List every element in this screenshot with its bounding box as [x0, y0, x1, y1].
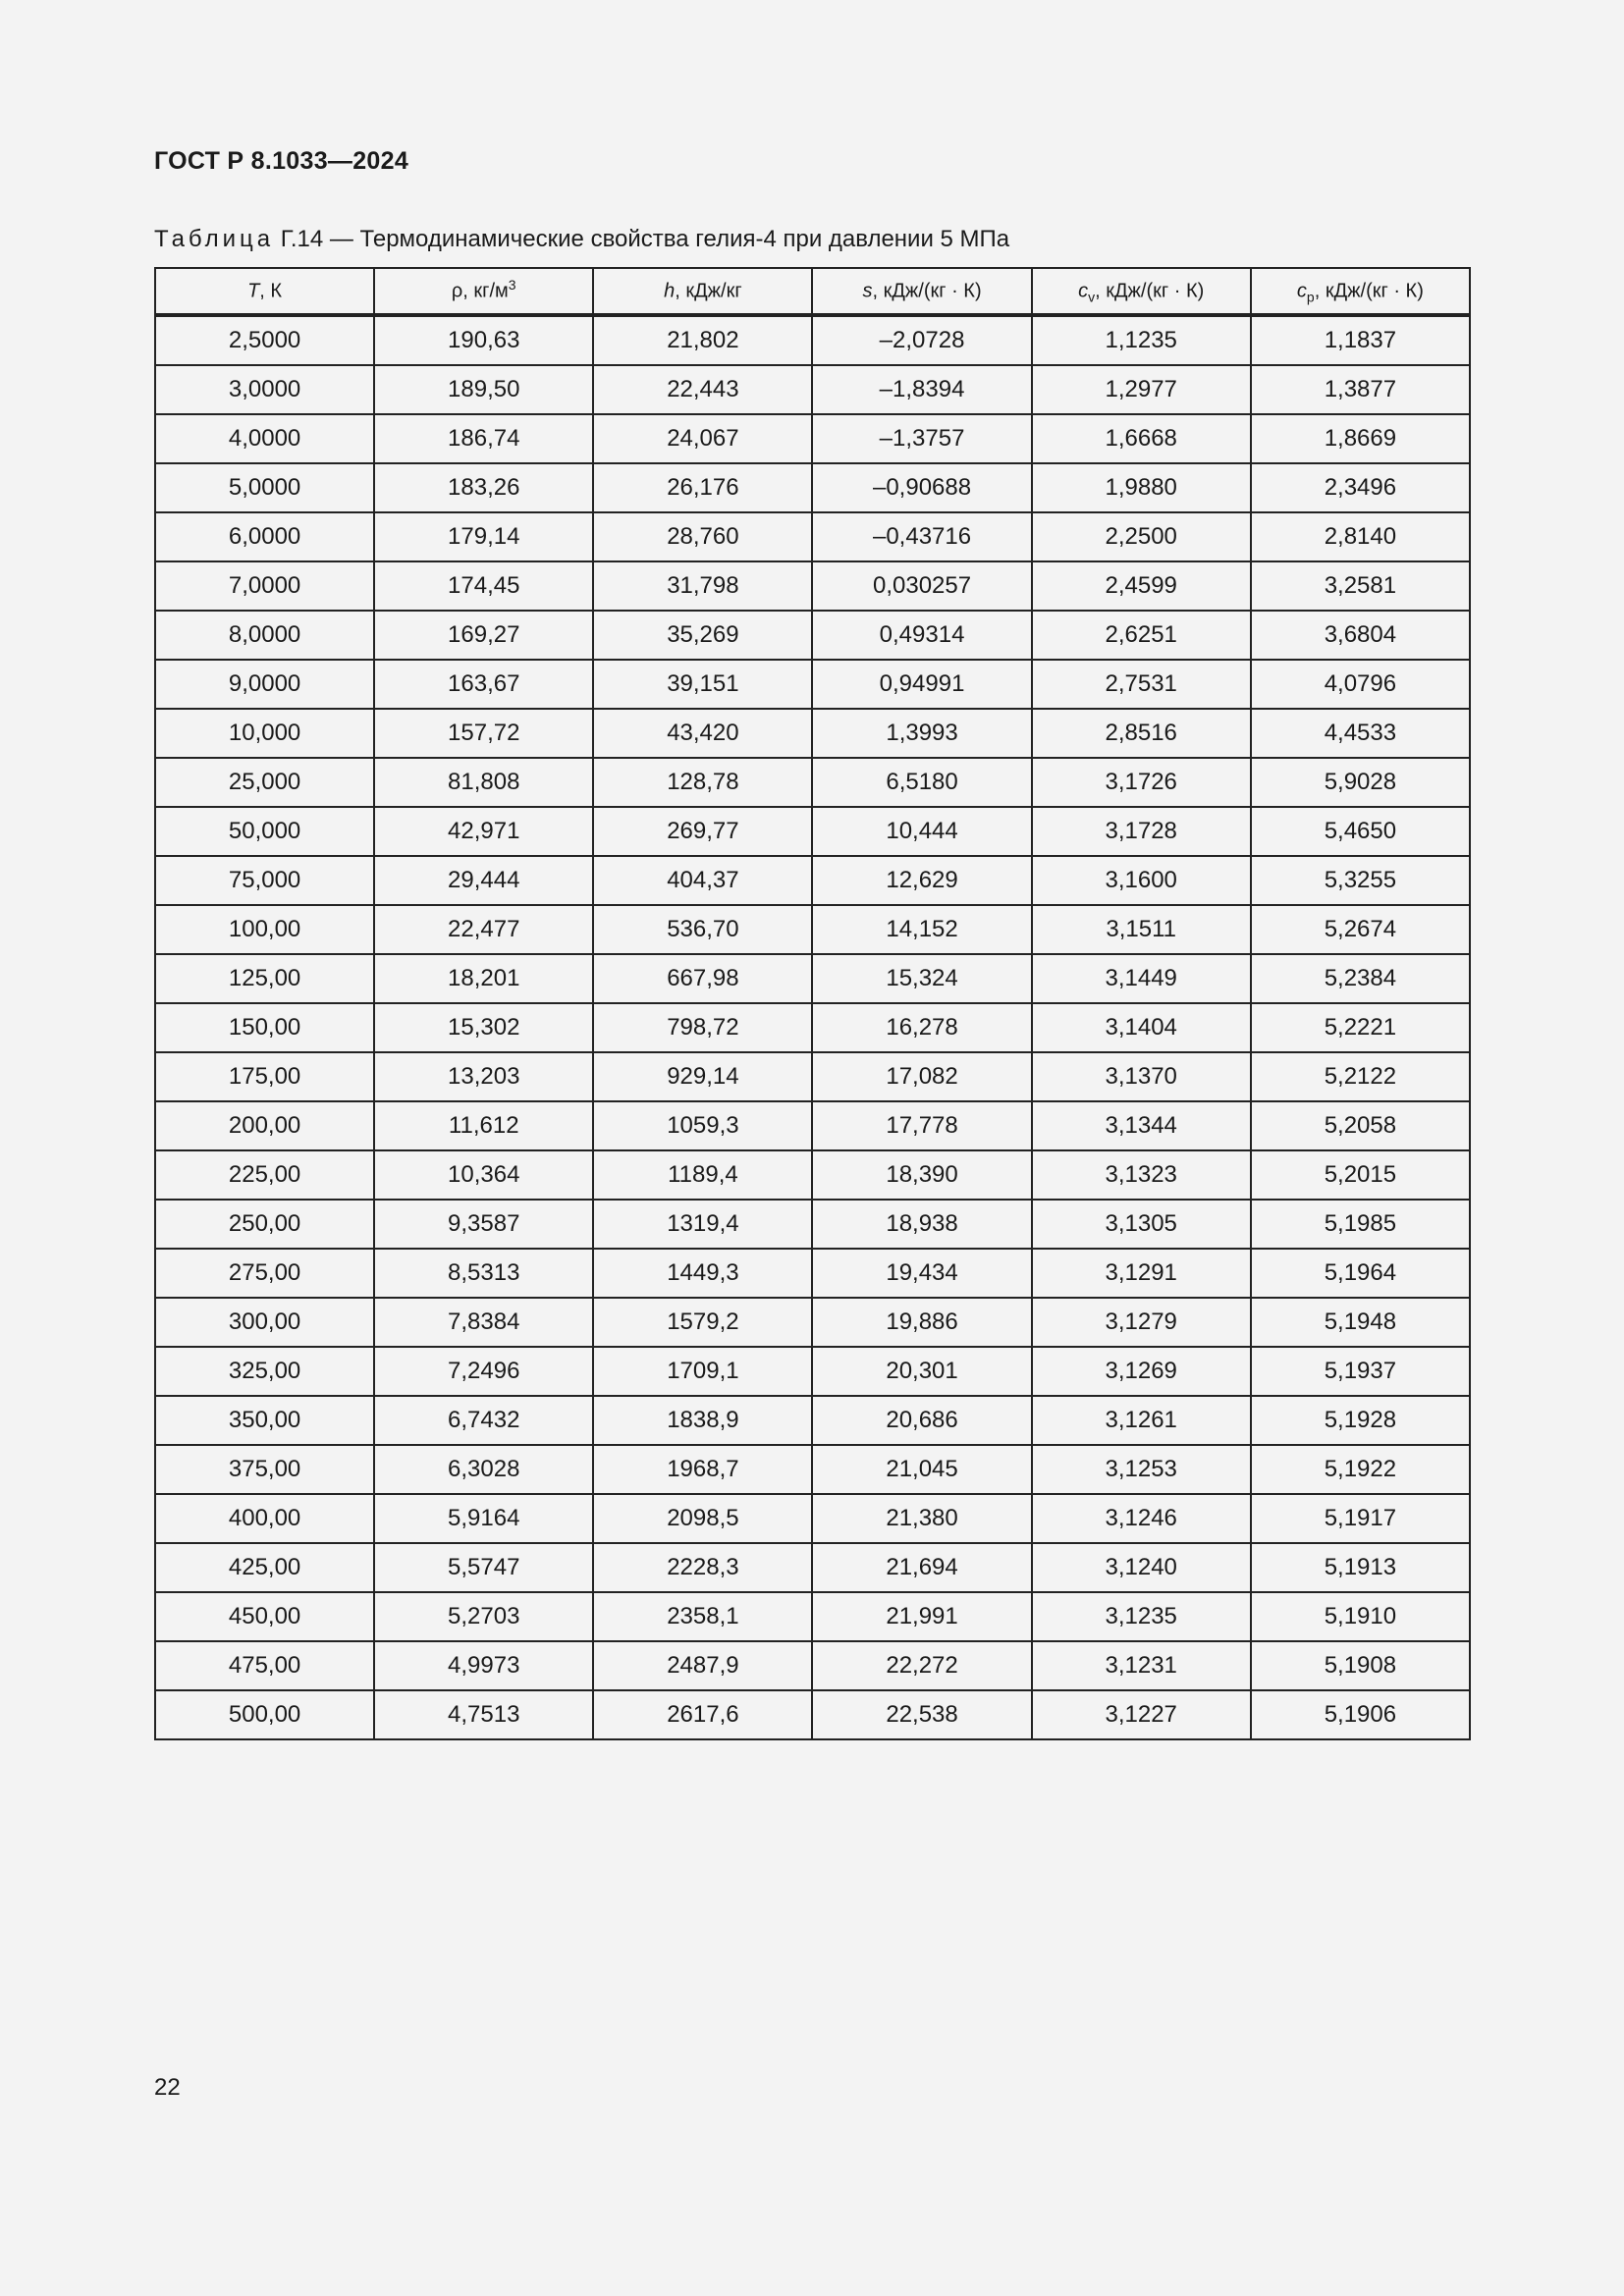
table-cell: –1,3757: [812, 414, 1031, 463]
table-cell: 5,1913: [1251, 1543, 1470, 1592]
table-cell: 0,030257: [812, 561, 1031, 611]
table-cell: 5,1906: [1251, 1690, 1470, 1739]
column-header-unit: ρ, кг/м: [451, 280, 509, 302]
column-header-unit: , К: [259, 280, 283, 302]
table-cell: 3,1404: [1032, 1003, 1251, 1052]
table-row: [155, 1543, 1470, 1592]
table-cell: 186,74: [374, 414, 593, 463]
table-cell: 12,629: [812, 856, 1031, 905]
table-cell: 42,971: [374, 807, 593, 856]
table-cell: 5,2058: [1251, 1101, 1470, 1150]
table-cell: 1059,3: [593, 1101, 812, 1150]
column-header: [812, 268, 1031, 315]
table-cell: 1189,4: [593, 1150, 812, 1200]
column-header-unit: , кДж/(кг · К): [1095, 280, 1205, 302]
table-cell: 798,72: [593, 1003, 812, 1052]
table-cell: 5,1928: [1251, 1396, 1470, 1445]
table-cell: 35,269: [593, 611, 812, 660]
table-cell: 400,00: [155, 1494, 374, 1543]
table-cell: 1,3877: [1251, 365, 1470, 414]
table-row: [155, 1641, 1470, 1690]
table-cell: 5,2674: [1251, 905, 1470, 954]
table-cell: 1,8669: [1251, 414, 1470, 463]
column-header-unit: , кДж/(кг · К): [872, 280, 982, 302]
table-cell: 275,00: [155, 1249, 374, 1298]
table-cell: 21,991: [812, 1592, 1031, 1641]
table-cell: 20,301: [812, 1347, 1031, 1396]
table-cell: 5,1985: [1251, 1200, 1470, 1249]
table-cell: 2617,6: [593, 1690, 812, 1739]
table-row: [155, 905, 1470, 954]
table-cell: 3,1235: [1032, 1592, 1251, 1641]
table-row: [155, 463, 1470, 512]
table-cell: 10,364: [374, 1150, 593, 1200]
table-cell: 50,000: [155, 807, 374, 856]
table-cell: 2098,5: [593, 1494, 812, 1543]
table-cell: 19,886: [812, 1298, 1031, 1347]
table-cell: 1,6668: [1032, 414, 1251, 463]
table-cell: 450,00: [155, 1592, 374, 1641]
table-cell: 17,778: [812, 1101, 1031, 1150]
table-cell: 4,7513: [374, 1690, 593, 1739]
table-cell: 3,6804: [1251, 611, 1470, 660]
table-cell: 19,434: [812, 1249, 1031, 1298]
table-cell: 163,67: [374, 660, 593, 709]
table-cell: 3,1370: [1032, 1052, 1251, 1101]
table-cell: 1449,3: [593, 1249, 812, 1298]
column-header-sub: p: [1306, 289, 1315, 305]
table-row: [155, 1150, 1470, 1200]
table-cell: –1,8394: [812, 365, 1031, 414]
table-cell: 325,00: [155, 1347, 374, 1396]
table-cell: 128,78: [593, 758, 812, 807]
table-cell: 22,538: [812, 1690, 1031, 1739]
column-header-sym: c: [1078, 280, 1089, 302]
table-cell: 25,000: [155, 758, 374, 807]
table-cell: 5,2221: [1251, 1003, 1470, 1052]
table-cell: 4,0000: [155, 414, 374, 463]
table-caption-label: Таблица: [154, 226, 275, 252]
table-cell: 169,27: [374, 611, 593, 660]
table-cell: 22,477: [374, 905, 593, 954]
table-cell: 225,00: [155, 1150, 374, 1200]
table-cell: 14,152: [812, 905, 1031, 954]
table-cell: 2358,1: [593, 1592, 812, 1641]
table-cell: 5,1910: [1251, 1592, 1470, 1641]
table-cell: 190,63: [374, 315, 593, 365]
table-cell: 5,4650: [1251, 807, 1470, 856]
table-cell: –2,0728: [812, 315, 1031, 365]
table-cell: 11,612: [374, 1101, 593, 1150]
table-cell: 20,686: [812, 1396, 1031, 1445]
table-body: [155, 315, 1470, 1739]
table-cell: 3,1261: [1032, 1396, 1251, 1445]
table-cell: 5,2122: [1251, 1052, 1470, 1101]
table-cell: 6,0000: [155, 512, 374, 561]
table-cell: 5,9164: [374, 1494, 593, 1543]
table-cell: 179,14: [374, 512, 593, 561]
table-cell: 16,278: [812, 1003, 1031, 1052]
table-cell: 0,94991: [812, 660, 1031, 709]
table-row: [155, 1003, 1470, 1052]
table-row: [155, 1592, 1470, 1641]
table-cell: 4,4533: [1251, 709, 1470, 758]
column-header: [1251, 268, 1470, 315]
column-header: [155, 268, 374, 315]
table-cell: 300,00: [155, 1298, 374, 1347]
table-cell: 21,694: [812, 1543, 1031, 1592]
table-cell: 15,324: [812, 954, 1031, 1003]
table-cell: 3,1600: [1032, 856, 1251, 905]
table-cell: 3,1449: [1032, 954, 1251, 1003]
table-cell: 39,151: [593, 660, 812, 709]
table-row: [155, 758, 1470, 807]
table-row: [155, 660, 1470, 709]
table-row: [155, 1690, 1470, 1739]
table-cell: 29,444: [374, 856, 593, 905]
thermo-properties-table: [154, 267, 1471, 1740]
table-cell: 425,00: [155, 1543, 374, 1592]
table-cell: 536,70: [593, 905, 812, 954]
table-cell: 2,5000: [155, 315, 374, 365]
page-number: 22: [154, 2074, 181, 2101]
column-header: [593, 268, 812, 315]
table-cell: 3,1323: [1032, 1150, 1251, 1200]
table-cell: 1,1235: [1032, 315, 1251, 365]
table-cell: 3,1269: [1032, 1347, 1251, 1396]
table-cell: 500,00: [155, 1690, 374, 1739]
table-header: [155, 268, 1470, 315]
table-cell: –0,90688: [812, 463, 1031, 512]
table-cell: 5,5747: [374, 1543, 593, 1592]
table-cell: 5,1964: [1251, 1249, 1470, 1298]
table-cell: 5,2703: [374, 1592, 593, 1641]
header-row: [155, 268, 1470, 315]
table-cell: 5,1948: [1251, 1298, 1470, 1347]
table-cell: 157,72: [374, 709, 593, 758]
table-cell: 6,5180: [812, 758, 1031, 807]
table-cell: 150,00: [155, 1003, 374, 1052]
table-cell: 2,3496: [1251, 463, 1470, 512]
table-cell: 189,50: [374, 365, 593, 414]
table-cell: 1579,2: [593, 1298, 812, 1347]
table-cell: 2487,9: [593, 1641, 812, 1690]
table-row: [155, 365, 1470, 414]
table-cell: 43,420: [593, 709, 812, 758]
table-cell: 1709,1: [593, 1347, 812, 1396]
column-header-sup: 3: [508, 277, 516, 294]
table-cell: 667,98: [593, 954, 812, 1003]
table-cell: 22,272: [812, 1641, 1031, 1690]
table-cell: 5,3255: [1251, 856, 1470, 905]
table-cell: 3,1231: [1032, 1641, 1251, 1690]
table-cell: 929,14: [593, 1052, 812, 1101]
table-cell: 5,1922: [1251, 1445, 1470, 1494]
table-row: [155, 1101, 1470, 1150]
table-cell: 175,00: [155, 1052, 374, 1101]
table-cell: 7,0000: [155, 561, 374, 611]
column-header-unit: , кДж/(кг · К): [1314, 280, 1424, 302]
table-row: [155, 414, 1470, 463]
table-cell: 3,1240: [1032, 1543, 1251, 1592]
table-cell: 1,1837: [1251, 315, 1470, 365]
table-row: [155, 1347, 1470, 1396]
table-row: [155, 1494, 1470, 1543]
table-cell: 3,2581: [1251, 561, 1470, 611]
table-row: [155, 611, 1470, 660]
column-header-sym: c: [1296, 280, 1307, 302]
table-cell: 8,5313: [374, 1249, 593, 1298]
table-cell: 2,8140: [1251, 512, 1470, 561]
table-cell: 2,7531: [1032, 660, 1251, 709]
table-cell: 5,2015: [1251, 1150, 1470, 1200]
table-cell: 2,6251: [1032, 611, 1251, 660]
table-row: [155, 807, 1470, 856]
table-cell: 3,1279: [1032, 1298, 1251, 1347]
table-cell: 31,798: [593, 561, 812, 611]
table-cell: 1,3993: [812, 709, 1031, 758]
table-cell: 1319,4: [593, 1200, 812, 1249]
table-cell: 22,443: [593, 365, 812, 414]
table-cell: 5,2384: [1251, 954, 1470, 1003]
table-row: [155, 1200, 1470, 1249]
table-cell: 81,808: [374, 758, 593, 807]
table-cell: 269,77: [593, 807, 812, 856]
table-cell: 6,7432: [374, 1396, 593, 1445]
table-cell: 1838,9: [593, 1396, 812, 1445]
table-cell: 3,1344: [1032, 1101, 1251, 1150]
table-cell: 28,760: [593, 512, 812, 561]
table-cell: 1,9880: [1032, 463, 1251, 512]
table-cell: 183,26: [374, 463, 593, 512]
table-cell: 4,9973: [374, 1641, 593, 1690]
table-cell: 7,2496: [374, 1347, 593, 1396]
table-cell: 18,938: [812, 1200, 1031, 1249]
table-cell: 3,1726: [1032, 758, 1251, 807]
table-cell: 3,1253: [1032, 1445, 1251, 1494]
table-cell: 250,00: [155, 1200, 374, 1249]
table-cell: 2,2500: [1032, 512, 1251, 561]
table-row: [155, 1445, 1470, 1494]
table-row: [155, 1298, 1470, 1347]
table-cell: 5,1917: [1251, 1494, 1470, 1543]
table-row: [155, 512, 1470, 561]
table-cell: 18,390: [812, 1150, 1031, 1200]
table-row: [155, 856, 1470, 905]
table-cell: 375,00: [155, 1445, 374, 1494]
table-row: [155, 709, 1470, 758]
table-cell: 17,082: [812, 1052, 1031, 1101]
table-cell: 2,4599: [1032, 561, 1251, 611]
table-cell: 15,302: [374, 1003, 593, 1052]
column-header-sym: T: [247, 280, 260, 302]
table-cell: 350,00: [155, 1396, 374, 1445]
table-row: [155, 561, 1470, 611]
table-cell: 21,380: [812, 1494, 1031, 1543]
table-cell: 9,0000: [155, 660, 374, 709]
table-cell: 174,45: [374, 561, 593, 611]
table-cell: 3,1728: [1032, 807, 1251, 856]
table-cell: 1968,7: [593, 1445, 812, 1494]
table-cell: 3,1291: [1032, 1249, 1251, 1298]
table-cell: 5,1908: [1251, 1641, 1470, 1690]
table-cell: 3,0000: [155, 365, 374, 414]
table-cell: 3,1305: [1032, 1200, 1251, 1249]
table-cell: 1,2977: [1032, 365, 1251, 414]
table-cell: 125,00: [155, 954, 374, 1003]
table-cell: 3,1511: [1032, 905, 1251, 954]
table-row: [155, 1249, 1470, 1298]
table-row: [155, 954, 1470, 1003]
table-cell: –0,43716: [812, 512, 1031, 561]
table-cell: 5,9028: [1251, 758, 1470, 807]
table-cell: 24,067: [593, 414, 812, 463]
table-cell: 75,000: [155, 856, 374, 905]
table-cell: 0,49314: [812, 611, 1031, 660]
table-cell: 7,8384: [374, 1298, 593, 1347]
column-header-unit: , кДж/кг: [675, 280, 742, 302]
table-cell: 100,00: [155, 905, 374, 954]
table-cell: 5,0000: [155, 463, 374, 512]
table-cell: 8,0000: [155, 611, 374, 660]
table-cell: 10,444: [812, 807, 1031, 856]
table-cell: 6,3028: [374, 1445, 593, 1494]
table-cell: 2228,3: [593, 1543, 812, 1592]
table-cell: 475,00: [155, 1641, 374, 1690]
document-number: ГОСТ Р 8.1033—2024: [154, 147, 409, 175]
table-cell: 21,045: [812, 1445, 1031, 1494]
table-row: [155, 1396, 1470, 1445]
table-cell: 3,1227: [1032, 1690, 1251, 1739]
table-cell: 18,201: [374, 954, 593, 1003]
table-cell: 13,203: [374, 1052, 593, 1101]
column-header: [1032, 268, 1251, 315]
table-cell: 4,0796: [1251, 660, 1470, 709]
table-cell: 3,1246: [1032, 1494, 1251, 1543]
table-caption-text: Г.14 — Термодинамические свойства гелия-4 при давлении 5 МПа: [280, 226, 1010, 252]
table-cell: 200,00: [155, 1101, 374, 1150]
table-caption: [154, 226, 1009, 253]
column-header: [374, 268, 593, 315]
table-cell: 9,3587: [374, 1200, 593, 1249]
table-cell: 2,8516: [1032, 709, 1251, 758]
table-cell: 404,37: [593, 856, 812, 905]
table-row: [155, 315, 1470, 365]
table-cell: 10,000: [155, 709, 374, 758]
table-cell: 26,176: [593, 463, 812, 512]
column-header-sym: h: [664, 280, 676, 302]
table-cell: 5,1937: [1251, 1347, 1470, 1396]
column-header-sym: s: [862, 280, 873, 302]
column-header-sub: v: [1088, 289, 1096, 305]
table-cell: 21,802: [593, 315, 812, 365]
table-row: [155, 1052, 1470, 1101]
